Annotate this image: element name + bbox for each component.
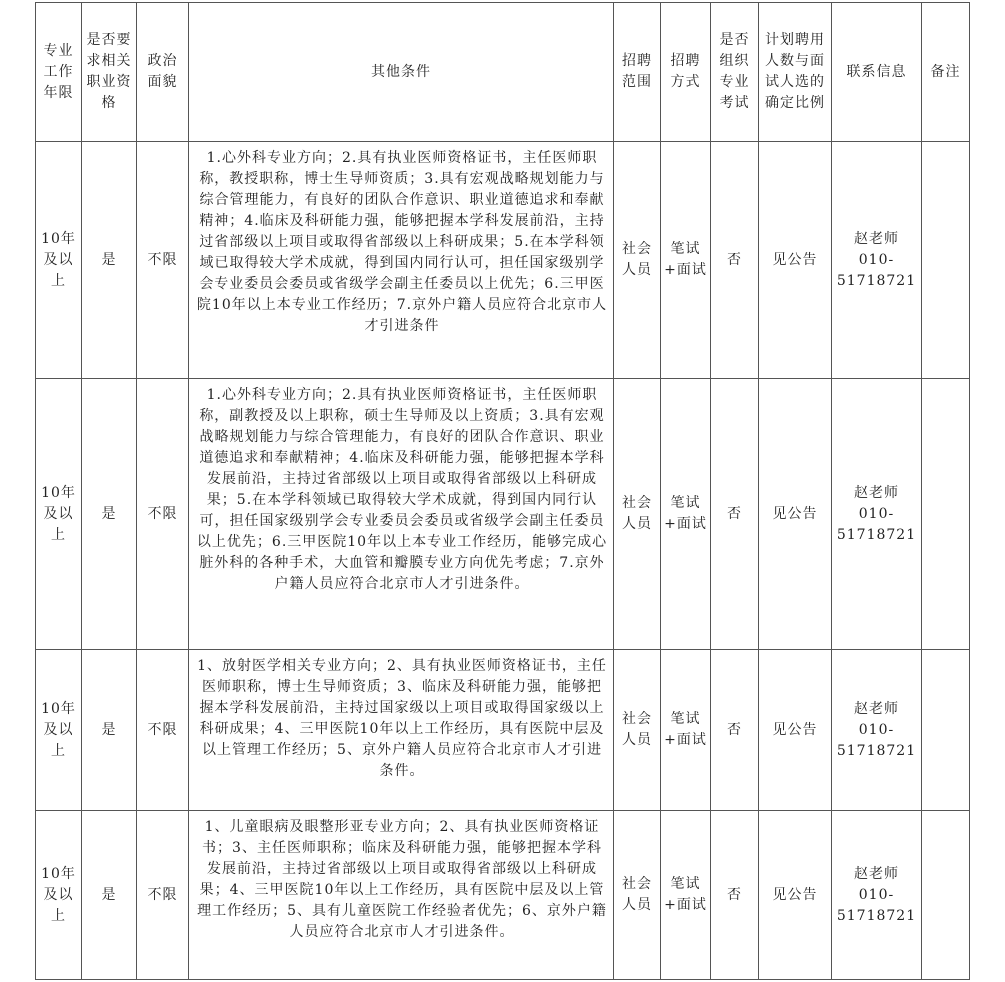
cell-scope: 社会人员 [614,650,661,811]
table-row [36,811,970,980]
contact-name: 赵老师 [854,865,899,882]
header-political: 政治面貌 [137,3,189,142]
table-row [36,379,970,650]
cell-contact [832,142,922,379]
cell-years: 10年及以上 [36,811,82,980]
header-method: 招聘方式 [661,3,711,142]
cell-remark [922,811,970,980]
cell-scope: 社会人员 [614,811,661,980]
cell-contact [832,379,922,650]
cell-scope: 社会人员 [614,379,661,650]
cell-exam: 否 [711,650,759,811]
cell-remark [922,142,970,379]
contact-name: 赵老师 [854,700,899,717]
cell-exam: 否 [711,379,759,650]
header-row [36,3,970,142]
cell-remark [922,379,970,650]
cell-ratio: 见公告 [759,379,832,650]
cell-years: 10年及以上 [36,142,82,379]
cell-scope: 社会人员 [614,142,661,379]
cell-contact [832,811,922,980]
header-years: 专业工作年限 [36,3,82,142]
cell-political: 不限 [137,650,189,811]
cell-years: 10年及以上 [36,650,82,811]
cell-method: 笔试+面试 [661,142,711,379]
contact-phone-number: 51718721 [836,742,917,759]
contact-phone-number: 51718721 [836,272,917,289]
table-row [36,142,970,379]
cell-contact [832,650,922,811]
contact-phone-number: 51718721 [836,526,917,543]
header-scope: 招聘范围 [614,3,661,142]
cell-ratio: 见公告 [759,811,832,980]
cell-method: 笔试+面试 [661,650,711,811]
cell-qualification: 是 [82,142,137,379]
cell-political: 不限 [137,379,189,650]
cell-ratio: 见公告 [759,650,832,811]
contact-phone-number: 51718721 [836,907,917,924]
cell-years: 10年及以上 [36,379,82,650]
cell-qualification: 是 [82,379,137,650]
header-ratio: 计划聘用人数与面试人选的确定比例 [759,3,832,142]
cell-qualification: 是 [82,811,137,980]
cell-conditions: 1、放射医学相关专业方向；2、具有执业医师资格证书，主任医师职称，博士生导师资质；3、临床及科研能力强，能够把握本学科发展前沿，主持过国家级以上项目或取得国家级以上科研成果；4、三甲医院10年以上工作经历，具有医院中层及以上管理工作经历；5、京外户籍人员应符合北京市人才引进条件。 [189,650,614,811]
contact-phone-prefix: 010- [858,251,895,268]
cell-conditions: 1.心外科专业方向；2.具有执业医师资格证书，主任医师职称，副教授及以上职称，硕士生导师及以上资质；3.具有宏观战略规划能力与综合管理能力，有良好的团队合作意识、职业道德追求和奉献精神；4.临床及科研能力强，能够把握本学科发展前沿，主持过省部级以上项目或取得省部级以上科研成果；5.在本学科领域已取得较大学术成就，得到国内同行认可，担任国家级别学会专业委员会委员或省级学会副主任委员以上优先；6.三甲医院10年以上本专业工作经历，能够完成心脏外科的各种手术，大血管和瓣膜专业方向优先考虑；7.京外户籍人员应符合北京市人才引进条件。 [189,379,614,650]
cell-political: 不限 [137,142,189,379]
cell-conditions: 1、儿童眼病及眼整形亚专业方向；2、具有执业医师资格证书；3、主任医师职称；临床及科研能力强，能够把握本学科发展前沿，主持过省部级以上项目或取得省部级以上科研成果；4、三甲医院10年以上工作经历，具有医院中层及以上管理工作经历；5、具有儿童医院工作经验者优先；6、京外户籍人员应符合北京市人才引进条件。 [189,811,614,980]
cell-method: 笔试+面试 [661,811,711,980]
cell-remark [922,650,970,811]
contact-phone-prefix: 010- [858,505,895,522]
header-exam: 是否组织专业考试 [711,3,759,142]
cell-conditions: 1.心外科专业方向；2.具有执业医师资格证书，主任医师职称，教授职称，博士生导师资质；3.具有宏观战略规划能力与综合管理能力，有良好的团队合作意识、职业道德追求和奉献精神；4.临床及科研能力强，能够把握本学科发展前沿，主持过省部级以上项目或取得省部级以上科研成果；5.在本学科领域已取得较大学术成就，得到国内同行认可，担任国家级别学会专业委员会委员或省级学会副主任委员以上优先；6.三甲医院10年以上本专业工作经历；7.京外户籍人员应符合北京市人才引进条件 [189,142,614,379]
contact-name: 赵老师 [854,484,899,501]
table-row [36,650,970,811]
contact-phone-prefix: 010- [858,721,895,738]
cell-ratio: 见公告 [759,142,832,379]
header-qualification: 是否要求相关职业资格 [82,3,137,142]
header-conditions: 其他条件 [189,3,614,142]
recruitment-table [35,2,970,980]
cell-political: 不限 [137,811,189,980]
cell-exam: 否 [711,142,759,379]
contact-phone-prefix: 010- [858,886,895,903]
cell-qualification: 是 [82,650,137,811]
cell-method: 笔试+面试 [661,379,711,650]
header-remark: 备注 [922,3,970,142]
contact-name: 赵老师 [854,230,899,247]
cell-exam: 否 [711,811,759,980]
header-contact: 联系信息 [832,3,922,142]
